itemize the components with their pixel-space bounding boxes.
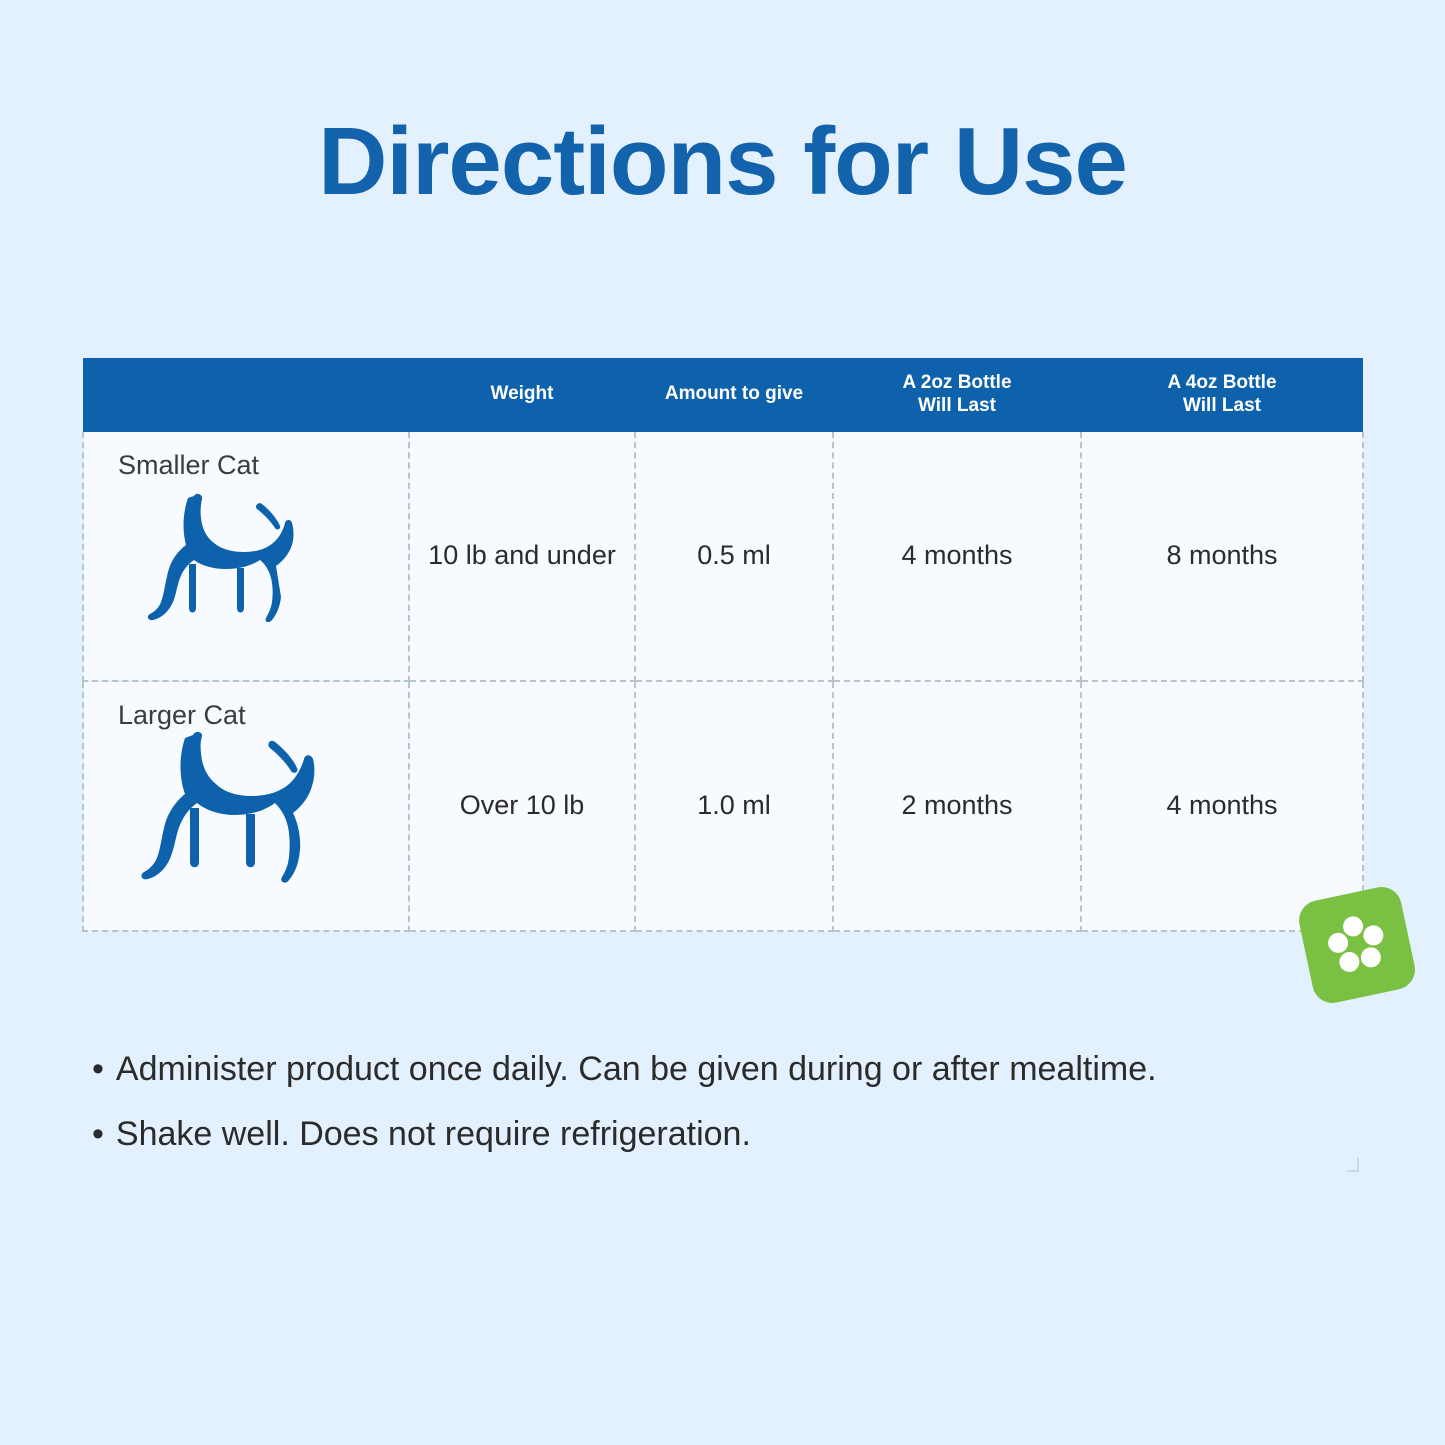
column-header-2oz-bottle — [833, 358, 1081, 432]
cell-weight: Over 10 lb — [409, 681, 635, 931]
flower-icon — [1320, 908, 1394, 982]
list-item-text: Shake well. Does not require refrigeration. — [115, 1115, 751, 1154]
page-title: Directions for Use — [318, 108, 1127, 215]
dosing-table-container — [82, 358, 1362, 932]
cell-2oz-duration: 4 months — [833, 432, 1081, 681]
table-row — [83, 681, 1363, 931]
brand-badge — [1295, 883, 1418, 1006]
list-item-text: Administer product once daily. Can be given during or after mealtime. — [115, 1050, 1157, 1088]
list-item — [92, 1110, 1382, 1159]
row-label-smaller-cat: Smaller Cat — [118, 449, 260, 480]
bullet-icon: • — [92, 1115, 104, 1154]
cell-amount: 0.5 ml — [635, 432, 833, 681]
column-header-amount: Amount to give — [635, 358, 833, 432]
bullet-icon: • — [92, 1050, 104, 1088]
cat-silhouette-icon — [139, 732, 324, 904]
list-item — [92, 1045, 1382, 1094]
corner-registration-mark — [1347, 1158, 1359, 1172]
column-header-weight: Weight — [409, 358, 635, 432]
cell-2oz-duration: 2 months — [833, 681, 1081, 931]
row-label-cell-larger-cat — [83, 681, 409, 931]
dosing-table — [82, 358, 1364, 932]
cell-4oz-duration: 8 months — [1081, 432, 1363, 681]
cell-amount: 1.0 ml — [635, 681, 833, 931]
column-header-2oz-line2: Will Last — [918, 394, 996, 416]
column-header-4oz-line1: A 4oz Bottle — [1167, 372, 1277, 393]
column-header-2oz-line1: A 2oz Bottle — [902, 372, 1012, 393]
row-label-cell-smaller-cat — [83, 432, 409, 681]
row-label-larger-cat: Larger Cat — [118, 699, 246, 730]
table-row — [83, 432, 1363, 681]
cell-4oz-duration: 4 months — [1081, 681, 1363, 931]
column-header-4oz-line2: Will Last — [1183, 394, 1261, 416]
table-header — [83, 358, 1363, 432]
column-header-4oz-bottle — [1081, 358, 1363, 432]
cell-weight: 10 lb and under — [409, 432, 635, 681]
column-header-blank — [83, 358, 409, 432]
cat-silhouette-icon — [144, 490, 314, 642]
table-body — [83, 432, 1363, 931]
instruction-list — [92, 1045, 1382, 1176]
table-header-row — [83, 358, 1363, 432]
